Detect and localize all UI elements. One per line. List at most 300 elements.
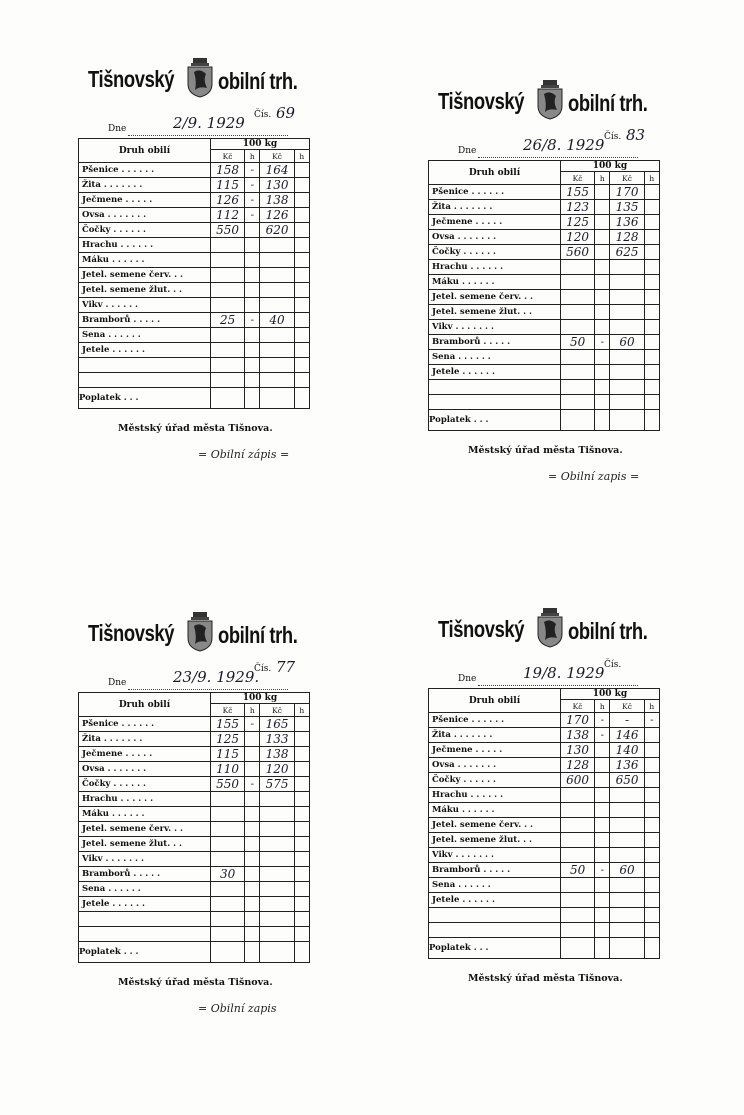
price-low-h: -: [245, 178, 260, 193]
price-high-h: [644, 305, 659, 320]
table-row: [79, 328, 310, 343]
table-row: [79, 268, 310, 283]
price-high-h: [294, 732, 309, 747]
commodity-label: Pšenice . . . . . .: [429, 713, 561, 728]
table-row: [79, 178, 310, 193]
price-low-h: [245, 283, 260, 298]
col-main-header: Druh obilí: [429, 161, 561, 185]
commodity-label: Vikv . . . . . . .: [79, 852, 211, 867]
price-high-h: [644, 200, 659, 215]
col-unit-header: 100 kg: [211, 139, 310, 150]
table-row: [429, 320, 660, 335]
price-low: 30: [211, 867, 245, 882]
card-header: [428, 126, 728, 160]
date-line: [478, 685, 638, 686]
price-high-h: [644, 350, 659, 365]
price-high: 138: [260, 193, 294, 208]
price-high-h: [294, 178, 309, 193]
price-high-h: [644, 335, 659, 350]
col-h-1: h: [245, 150, 260, 163]
title-right: obilní trh.: [568, 618, 648, 644]
table-row: [429, 215, 660, 230]
title-right: obilní trh.: [218, 622, 298, 648]
table-row: [429, 365, 660, 380]
col-kc-1: Kč: [561, 172, 595, 185]
cis-label: Čís.: [254, 664, 272, 674]
handwritten-date: 19/8. 1929: [523, 664, 605, 682]
table-row: [79, 238, 310, 253]
price-low-h: [595, 788, 610, 803]
handwritten-number: 83: [626, 126, 646, 144]
blank-row: [79, 358, 310, 373]
price-low-h: [595, 803, 610, 818]
price-low: 600: [561, 773, 595, 788]
commodity-label: Sena . . . . . .: [429, 878, 561, 893]
commodity-label: Ječmene . . . . .: [429, 743, 561, 758]
col-kc-2: Kč: [260, 704, 294, 717]
price-high: 135: [610, 200, 644, 215]
table-row: [429, 185, 660, 200]
price-high: [260, 343, 294, 358]
commodity-label: Žita . . . . . . .: [79, 732, 211, 747]
title-right: obilní trh.: [568, 90, 648, 116]
price-high-h: [294, 313, 309, 328]
price-low-h: [595, 878, 610, 893]
table-row: [429, 878, 660, 893]
price-low: [561, 365, 595, 380]
col-unit-header: 100 kg: [561, 161, 660, 172]
col-kc-2: Kč: [260, 150, 294, 163]
price-high-h: [644, 758, 659, 773]
col-kc-1: Kč: [211, 150, 245, 163]
price-low-h: -: [245, 313, 260, 328]
commodity-label: Vikv . . . . . . .: [429, 848, 561, 863]
table-row: [429, 200, 660, 215]
table-row: [429, 335, 660, 350]
title-left: Tišnovský: [438, 88, 525, 114]
office-signature: Městský úřad města Tišnova.: [468, 445, 623, 456]
table-row: [429, 743, 660, 758]
price-low: [211, 897, 245, 912]
blank-row: [79, 912, 310, 927]
price-low-h: [595, 320, 610, 335]
commodity-label: Jetel. semene červ. . .: [79, 822, 211, 837]
price-high-h: [294, 298, 309, 313]
price-low: [561, 260, 595, 275]
price-high-h: [294, 253, 309, 268]
poplatek-row: [79, 942, 310, 963]
price-table: [78, 138, 310, 409]
price-low-h: -: [245, 777, 260, 792]
commodity-label: Čočky . . . . . .: [429, 245, 561, 260]
table-row: [429, 260, 660, 275]
commodity-label: Máku . . . . . .: [429, 275, 561, 290]
price-low-h: [595, 848, 610, 863]
price-high: 60: [610, 863, 644, 878]
price-low: [211, 328, 245, 343]
market-card: [78, 612, 378, 1015]
price-high-h: [294, 343, 309, 358]
market-card: [428, 608, 728, 998]
price-high-h: [294, 238, 309, 253]
price-high-h: [644, 893, 659, 908]
commodity-label: Jetel. semene červ. . .: [429, 290, 561, 305]
table-row: [429, 245, 660, 260]
col-h-2: h: [644, 172, 659, 185]
commodity-label: Sena . . . . . .: [79, 328, 211, 343]
price-high-h: [294, 822, 309, 837]
commodity-label: Pšenice . . . . . .: [79, 163, 211, 178]
price-low-h: [245, 807, 260, 822]
price-high-h: [644, 230, 659, 245]
price-high: [610, 260, 644, 275]
price-high-h: [294, 882, 309, 897]
price-high-h: [294, 852, 309, 867]
price-high-h: [294, 268, 309, 283]
price-high: [260, 283, 294, 298]
price-high-h: [644, 863, 659, 878]
price-low: 130: [561, 743, 595, 758]
town-crest-icon: [535, 608, 565, 648]
card-title: [78, 612, 378, 664]
table-row: [429, 713, 660, 728]
price-high: [260, 837, 294, 852]
market-card: [428, 80, 728, 483]
office-signature: Městský úřad města Tišnova.: [468, 973, 623, 984]
price-high: [260, 852, 294, 867]
price-low-h: -: [595, 728, 610, 743]
price-table: [78, 692, 310, 963]
handwritten-date: 26/8. 1929: [523, 136, 605, 154]
col-unit-header: 100 kg: [211, 693, 310, 704]
price-low: 158: [211, 163, 245, 178]
commodity-label: Hrachu . . . . . .: [429, 788, 561, 803]
price-low-h: [595, 893, 610, 908]
commodity-label: Čočky . . . . . .: [429, 773, 561, 788]
commodity-label: Bramborů . . . . .: [429, 863, 561, 878]
table-row: [79, 867, 310, 882]
price-low-h: -: [595, 713, 610, 728]
stamp-text: = Obilní zapis: [198, 1002, 277, 1015]
price-high: [260, 298, 294, 313]
price-high: [260, 897, 294, 912]
card-title: [428, 80, 728, 132]
price-high-h: [294, 792, 309, 807]
price-low-h: [245, 882, 260, 897]
blank-row: [429, 395, 660, 410]
commodity-label: Hrachu . . . . . .: [429, 260, 561, 275]
price-high: 140: [610, 743, 644, 758]
card-title: [428, 608, 728, 660]
col-main-header: Druh obilí: [429, 689, 561, 713]
price-low: [211, 268, 245, 283]
price-low-h: [245, 253, 260, 268]
table-row: [429, 290, 660, 305]
price-low: [561, 275, 595, 290]
price-low: 112: [211, 208, 245, 223]
card-header: [78, 658, 378, 692]
price-low: [561, 848, 595, 863]
commodity-label: Pšenice . . . . . .: [79, 717, 211, 732]
price-low: 155: [561, 185, 595, 200]
dne-label: Dne: [108, 124, 127, 134]
price-low-h: [245, 268, 260, 283]
poplatek-row: [429, 410, 660, 431]
price-low: [211, 822, 245, 837]
commodity-label: Bramborů . . . . .: [79, 867, 211, 882]
price-high: [610, 878, 644, 893]
table-row: [79, 253, 310, 268]
commodity-label: Ječmene . . . . .: [79, 193, 211, 208]
price-low: 50: [561, 863, 595, 878]
blank-row: [79, 373, 310, 388]
price-high-h: [644, 788, 659, 803]
commodity-label: Bramborů . . . . .: [429, 335, 561, 350]
price-table: [428, 160, 660, 431]
table-row: [79, 283, 310, 298]
commodity-label: Vikv . . . . . . .: [429, 320, 561, 335]
price-high-h: [644, 728, 659, 743]
price-high: 40: [260, 313, 294, 328]
col-kc-2: Kč: [610, 172, 644, 185]
price-low: [211, 238, 245, 253]
price-high: [260, 867, 294, 882]
col-h-1: h: [595, 172, 610, 185]
price-low: [561, 788, 595, 803]
price-high-h: [294, 208, 309, 223]
price-high: 620: [260, 223, 294, 238]
commodity-label: Máku . . . . . .: [79, 253, 211, 268]
price-low: 120: [561, 230, 595, 245]
price-low-h: [595, 185, 610, 200]
table-row: [429, 833, 660, 848]
price-low: [211, 253, 245, 268]
price-high-h: [294, 762, 309, 777]
price-high: 138: [260, 747, 294, 762]
commodity-label: Bramborů . . . . .: [79, 313, 211, 328]
col-h-2: h: [644, 700, 659, 713]
price-high-h: [294, 867, 309, 882]
price-low-h: -: [245, 193, 260, 208]
price-low: [561, 320, 595, 335]
card-header: [78, 104, 378, 138]
price-high: 146: [610, 728, 644, 743]
price-high-h: [644, 878, 659, 893]
table-row: [79, 163, 310, 178]
commodity-label: Čočky . . . . . .: [79, 777, 211, 792]
commodity-label: Máku . . . . . .: [429, 803, 561, 818]
blank-row: [429, 908, 660, 923]
price-high: [260, 822, 294, 837]
town-crest-icon: [535, 80, 565, 120]
price-high: [610, 305, 644, 320]
table-row: [429, 728, 660, 743]
price-high: [610, 320, 644, 335]
table-row: [79, 208, 310, 223]
commodity-label: Žita . . . . . . .: [429, 200, 561, 215]
date-line: [478, 157, 638, 158]
col-kc-1: Kč: [211, 704, 245, 717]
price-low: [561, 350, 595, 365]
table-row: [79, 223, 310, 238]
stamp-text: = Obilní zapis =: [548, 470, 640, 483]
price-low-h: [595, 275, 610, 290]
commodity-label: Máku . . . . . .: [79, 807, 211, 822]
commodity-label: Jetele . . . . . .: [429, 365, 561, 380]
price-high: [610, 365, 644, 380]
price-high: 130: [260, 178, 294, 193]
poplatek-row: [79, 388, 310, 409]
price-low-h: [245, 792, 260, 807]
price-high-h: [294, 897, 309, 912]
price-low-h: -: [595, 863, 610, 878]
price-low-h: [245, 897, 260, 912]
col-h-1: h: [595, 700, 610, 713]
poplatek-label: Poplatek . . .: [429, 410, 561, 431]
commodity-label: Hrachu . . . . . .: [79, 238, 211, 253]
price-low-h: [595, 215, 610, 230]
price-low: [561, 290, 595, 305]
table-row: [79, 882, 310, 897]
price-high: [610, 803, 644, 818]
price-high-h: [294, 163, 309, 178]
price-low-h: [245, 822, 260, 837]
card-header: [428, 660, 728, 688]
table-row: [79, 822, 310, 837]
price-low-h: [595, 833, 610, 848]
title-left: Tišnovský: [88, 66, 175, 92]
price-high: [260, 253, 294, 268]
table-row: [429, 788, 660, 803]
price-low: [211, 807, 245, 822]
commodity-label: Jetele . . . . . .: [79, 897, 211, 912]
price-low-h: [595, 290, 610, 305]
price-high-h: [644, 260, 659, 275]
blank-row: [429, 923, 660, 938]
price-low: 125: [211, 732, 245, 747]
commodity-label: Ječmene . . . . .: [429, 215, 561, 230]
price-high-h: [644, 743, 659, 758]
price-low-h: [245, 298, 260, 313]
price-low: 560: [561, 245, 595, 260]
table-row: [79, 717, 310, 732]
price-high-h: [644, 848, 659, 863]
commodity-label: Jetel. semene červ. . .: [79, 268, 211, 283]
price-low-h: [595, 758, 610, 773]
price-high: [260, 792, 294, 807]
handwritten-date: 2/9. 1929: [173, 114, 245, 132]
table-row: [79, 747, 310, 762]
price-high: [260, 807, 294, 822]
price-high-h: [644, 803, 659, 818]
price-high: 165: [260, 717, 294, 732]
price-low: 123: [561, 200, 595, 215]
price-table: [428, 688, 660, 959]
table-row: [429, 758, 660, 773]
col-h-2: h: [294, 704, 309, 717]
commodity-label: Čočky . . . . . .: [79, 223, 211, 238]
table-row: [79, 807, 310, 822]
col-h-1: h: [245, 704, 260, 717]
price-low-h: [595, 350, 610, 365]
price-high-h: [644, 185, 659, 200]
handwritten-date: 23/9. 1929.: [173, 668, 260, 686]
price-high: [610, 893, 644, 908]
table-row: [429, 230, 660, 245]
price-low-h: [245, 762, 260, 777]
price-low: [211, 343, 245, 358]
title-right: obilní trh.: [218, 68, 298, 94]
price-high: 126: [260, 208, 294, 223]
commodity-label: Ovsa . . . . . . .: [79, 208, 211, 223]
price-low-h: [595, 818, 610, 833]
office-signature: Městský úřad města Tišnova.: [118, 423, 273, 434]
table-row: [429, 305, 660, 320]
price-low: [211, 837, 245, 852]
price-low: 550: [211, 777, 245, 792]
commodity-label: Hrachu . . . . . .: [79, 792, 211, 807]
commodity-label: Pšenice . . . . . .: [429, 185, 561, 200]
price-low-h: [595, 365, 610, 380]
commodity-label: Žita . . . . . . .: [429, 728, 561, 743]
commodity-label: Jetel. semene červ. . .: [429, 818, 561, 833]
town-crest-icon: [185, 58, 215, 98]
table-row: [79, 762, 310, 777]
price-high: [610, 788, 644, 803]
cis-label: Čís.: [604, 132, 622, 142]
price-low: 115: [211, 178, 245, 193]
table-row: [79, 193, 310, 208]
table-row: [79, 343, 310, 358]
price-high: 133: [260, 732, 294, 747]
commodity-label: Žita . . . . . . .: [79, 178, 211, 193]
price-high-h: [644, 215, 659, 230]
price-high-h: [294, 328, 309, 343]
date-line: [128, 135, 288, 136]
price-high: 136: [610, 758, 644, 773]
price-high: 60: [610, 335, 644, 350]
price-high-h: [644, 320, 659, 335]
price-high: 170: [610, 185, 644, 200]
blank-row: [429, 380, 660, 395]
poplatek-label: Poplatek . . .: [79, 942, 211, 963]
cis-label: Čís.: [604, 660, 622, 670]
price-low: [211, 852, 245, 867]
handwritten-number: 69: [276, 104, 296, 122]
table-row: [429, 863, 660, 878]
poplatek-label: Poplatek . . .: [429, 938, 561, 959]
price-low-h: [595, 200, 610, 215]
title-left: Tišnovský: [88, 620, 175, 646]
commodity-label: Jetel. semene žlut. . .: [79, 837, 211, 852]
price-high-h: [644, 773, 659, 788]
price-low-h: [245, 328, 260, 343]
price-high: [260, 328, 294, 343]
card-title: [78, 58, 378, 110]
price-low-h: [245, 238, 260, 253]
price-low: 50: [561, 335, 595, 350]
price-high-h: [294, 807, 309, 822]
col-main-header: Druh obilí: [79, 693, 211, 717]
title-left: Tišnovský: [438, 616, 525, 642]
table-row: [79, 897, 310, 912]
commodity-label: Ovsa . . . . . . .: [79, 762, 211, 777]
town-crest-icon: [185, 612, 215, 652]
price-high-h: [644, 833, 659, 848]
commodity-label: Vikv . . . . . .: [79, 298, 211, 313]
price-high-h: [644, 365, 659, 380]
price-low-h: [595, 245, 610, 260]
